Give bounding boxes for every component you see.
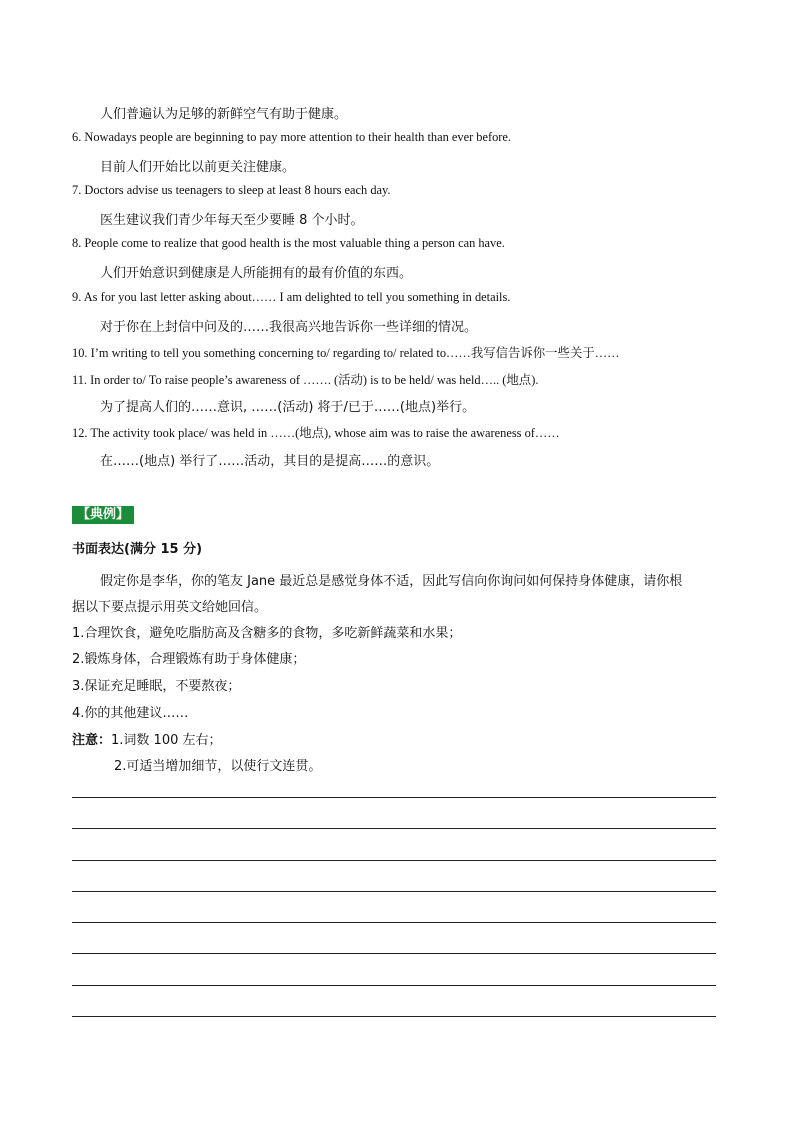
sentence-7-translation: 医生建议我们青少年每天至少要睡 8 个小时。 [100, 213, 364, 228]
answer-line[interactable] [72, 797, 716, 798]
note-line-1 [72, 729, 222, 748]
sentence-8: 8. People come to realize that good health is the most valuable thing a person can have. [72, 236, 505, 250]
note-label: 注意： [72, 733, 112, 748]
sentence-5-translation: 人们普遍认为足够的新鲜空气有助于健康。 [100, 107, 348, 122]
example-tag: 【典例】 [72, 506, 134, 524]
answer-line[interactable] [72, 1016, 716, 1017]
answer-line[interactable] [72, 953, 716, 954]
sentence-12-translation: 在……(地点) 举行了……活动，其目的是提高……的意识。 [100, 454, 440, 469]
sentence-8-translation: 人们开始意识到健康是人所能拥有的最有价值的东西。 [100, 266, 413, 281]
note-1: 1.词数 100 左右； [111, 733, 222, 748]
sentence-11: 11. In order to/ To raise people’s awareness of ……. (活动) is to be held/ was held….. (地点). [72, 373, 539, 387]
note-2: 2.可适当增加细节，以使行文连贯。 [114, 759, 322, 774]
answer-line[interactable] [72, 860, 716, 861]
answer-line[interactable] [72, 828, 716, 829]
prompt-line-2: 据以下要点提示用英文给她回信。 [72, 600, 268, 615]
point-1: 1.合理饮食，避免吃脂肪高及含糖多的食物，多吃新鲜蔬菜和水果； [72, 626, 462, 641]
point-4: 4.你的其他建议…… [72, 706, 189, 721]
answer-line[interactable] [72, 922, 716, 923]
sentence-6-translation: 目前人们开始比以前更关注健康。 [100, 160, 296, 175]
answer-line[interactable] [72, 985, 716, 986]
sentence-10: 10. I’m writing to tell you something concerning to/ regarding to/ related to……我写信告诉你一些关于…… [72, 346, 620, 360]
point-2: 2.锻炼身体，合理锻炼有助于身体健康； [72, 652, 306, 667]
sentence-9: 9. As for you last letter asking about…… I am delighted to tell you something in details. [72, 290, 511, 304]
sentence-6: 6. Nowadays people are beginning to pay more attention to their health than ever before. [72, 130, 512, 144]
prompt-line-1: 假定你是李华，你的笔友 Jane 最近总是感觉身体不适，因此写信向你询问如何保持身体健康，请你根 [100, 574, 683, 589]
sentence-7: 7. Doctors advise us teenagers to sleep at least 8 hours each day. [72, 183, 391, 197]
task-title: 书面表达(满分 15 分) [72, 542, 203, 557]
answer-line[interactable] [72, 891, 716, 892]
point-3: 3.保证充足睡眠，不要熬夜； [72, 679, 241, 694]
sentence-9-translation: 对于你在上封信中问及的……我很高兴地告诉你一些详细的情况。 [100, 320, 478, 335]
sentence-12: 12. The activity took place/ was held in ……(地点), whose aim was to raise the awareness of…… [72, 426, 560, 440]
sentence-11-translation: 为了提高人们的……意识, ……(活动) 将于/已于……(地点)举行。 [100, 400, 476, 415]
